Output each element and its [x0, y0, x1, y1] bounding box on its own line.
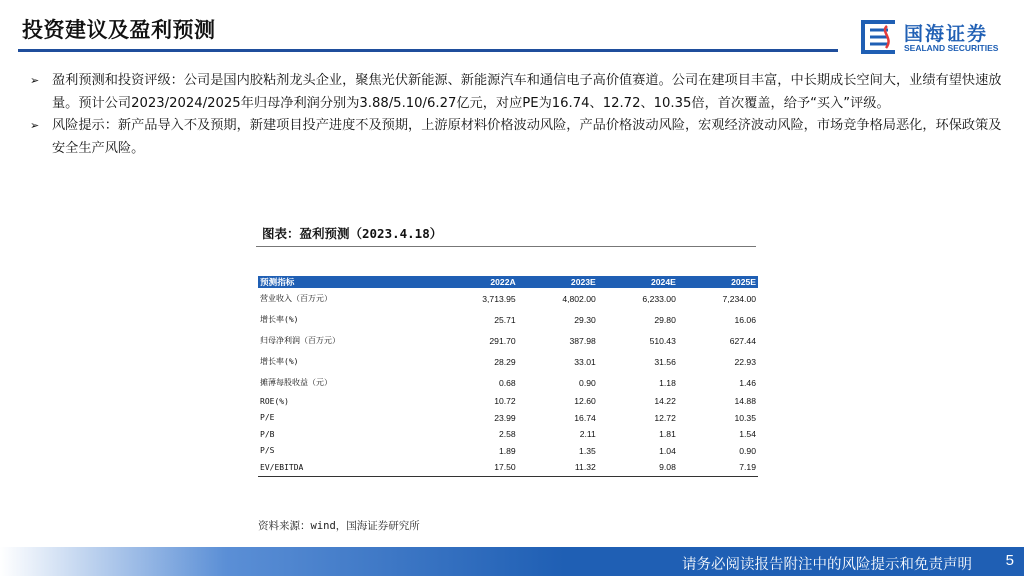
- footer-disclaimer: 请务必阅读报告附注中的风险提示和免责声明: [682, 557, 972, 573]
- table-row: [258, 393, 758, 410]
- table-cell: 1.54: [739, 429, 756, 440]
- table-row: [258, 288, 758, 309]
- table-cell: 2.58: [498, 429, 516, 440]
- table-cell: 23.99: [494, 412, 516, 423]
- row-label: P/S: [260, 446, 275, 456]
- company-logo: [860, 18, 1010, 58]
- row-label: ROE(%): [260, 396, 289, 406]
- table-cell: 7.19: [678, 459, 758, 476]
- table-cell: 17.50: [438, 459, 518, 476]
- table-cell: 25.71: [494, 314, 516, 325]
- logo-chinese-name: 国海证券: [904, 23, 989, 45]
- table-caption: 图表：盈利预测（2023.4.18）: [262, 226, 443, 241]
- table-cell: 1.81: [659, 429, 676, 440]
- table-cell: 1.18: [659, 377, 676, 388]
- header-cell: 2024E: [598, 276, 678, 288]
- table-cell: 31.56: [654, 356, 676, 367]
- table-cell: 16.06: [734, 314, 756, 325]
- data-source-note: 资料来源：wind，国海证券研究所: [258, 520, 420, 532]
- row-label: EV/EBITDA: [258, 459, 438, 476]
- table-cell: 1.04: [659, 445, 676, 456]
- header-cell: 预测指标: [258, 276, 438, 288]
- table-cell: 387.98: [569, 335, 596, 346]
- bullet-risk-warning: [30, 115, 1005, 160]
- table-cell: 10.35: [734, 412, 756, 423]
- table-cell: 4,802.00: [562, 293, 596, 304]
- table-cell: 14.22: [654, 396, 676, 407]
- row-label: 增长率(%): [260, 315, 299, 324]
- header-cell: 2025E: [678, 276, 758, 288]
- table-header-row: [258, 276, 758, 288]
- table-cell: 3,713.95: [482, 293, 516, 304]
- table-cell: 291.70: [489, 335, 516, 346]
- table-cell: 627.44: [729, 335, 756, 346]
- table-cell: 0.68: [498, 377, 516, 388]
- table-row: [258, 351, 758, 372]
- row-label: 营业收入（百万元）: [260, 294, 332, 303]
- row-label: 归母净利润（百万元）: [260, 336, 340, 345]
- table-cell: 16.74: [574, 412, 596, 423]
- table-cell: 0.90: [739, 445, 756, 456]
- table-cell: 2.11: [579, 429, 596, 440]
- row-label: P/B: [260, 429, 275, 439]
- header-cell: 2022A: [438, 276, 518, 288]
- forecast-table: [258, 276, 758, 477]
- header-cell: 2023E: [518, 276, 598, 288]
- bullet-text: 风险提示：新产品导入不及预期，新建项目投产进度不及预期，上游原材料价格波动风险，产品价格波动风险，宏观经济波动风险，市场竞争格局恶化，环保政策及安全生产风险。: [52, 118, 1002, 156]
- title-underline: [18, 49, 838, 52]
- footer-bar: [0, 547, 1024, 576]
- bullet-text: 盈利预测和投资评级：公司是国内胶粘剂龙头企业，聚焦光伏新能源、新能源汽车和通信电子高价值赛道。公司在建项目丰富，中长期成长空间大，业绩有望快速放量。预计公司2023/2024/2025年归母净利润分别为3.88/5.10/6.27亿元，对应PE为16.74、12.72、10.35倍，首次覆盖，给予“买入”评级。: [52, 73, 1002, 111]
- table-cell: 28.29: [494, 356, 516, 367]
- table-cell: 7,234.00: [722, 293, 756, 304]
- table-cell: 0.90: [579, 377, 596, 388]
- logo-english-name: SEALAND SECURITIES: [904, 43, 999, 53]
- table-row: [258, 309, 758, 330]
- table-row: [258, 443, 758, 460]
- table-cell: 11.32: [518, 459, 598, 476]
- table-cell: 10.72: [494, 396, 516, 407]
- table-cell: 1.35: [579, 445, 596, 456]
- table-cell: 33.01: [574, 356, 596, 367]
- table-row: [258, 372, 758, 393]
- table-cell: 510.43: [649, 335, 676, 346]
- table-cell: 22.93: [734, 356, 756, 367]
- bullet-list: [30, 70, 1005, 160]
- table-row: [258, 410, 758, 427]
- page-title: 投资建议及盈利预测: [22, 18, 216, 42]
- table-cell: 12.72: [654, 412, 676, 423]
- row-label: 增长率(%): [260, 357, 299, 366]
- table-row: [258, 426, 758, 443]
- bullet-investment-rating: [30, 70, 1005, 115]
- table-cell: 29.80: [654, 314, 676, 325]
- sealand-logo-icon: [860, 18, 896, 56]
- table-cell: 9.08: [598, 459, 678, 476]
- table-cell: 12.60: [574, 396, 596, 407]
- row-label: 摊薄每股收益（元）: [260, 378, 332, 387]
- table-row: [258, 330, 758, 351]
- arrow-bullet-icon: ➢: [30, 119, 40, 132]
- table-cell: 6,233.00: [642, 293, 676, 304]
- table-cell: 29.30: [574, 314, 596, 325]
- table-cell: 1.46: [739, 377, 756, 388]
- table-cell: 1.89: [498, 445, 516, 456]
- table-row: [258, 459, 758, 476]
- arrow-bullet-icon: ➢: [30, 74, 40, 87]
- caption-divider: [256, 246, 756, 247]
- row-label: P/E: [260, 413, 275, 423]
- page-number: 5: [1005, 552, 1014, 569]
- table-cell: 14.88: [734, 396, 756, 407]
